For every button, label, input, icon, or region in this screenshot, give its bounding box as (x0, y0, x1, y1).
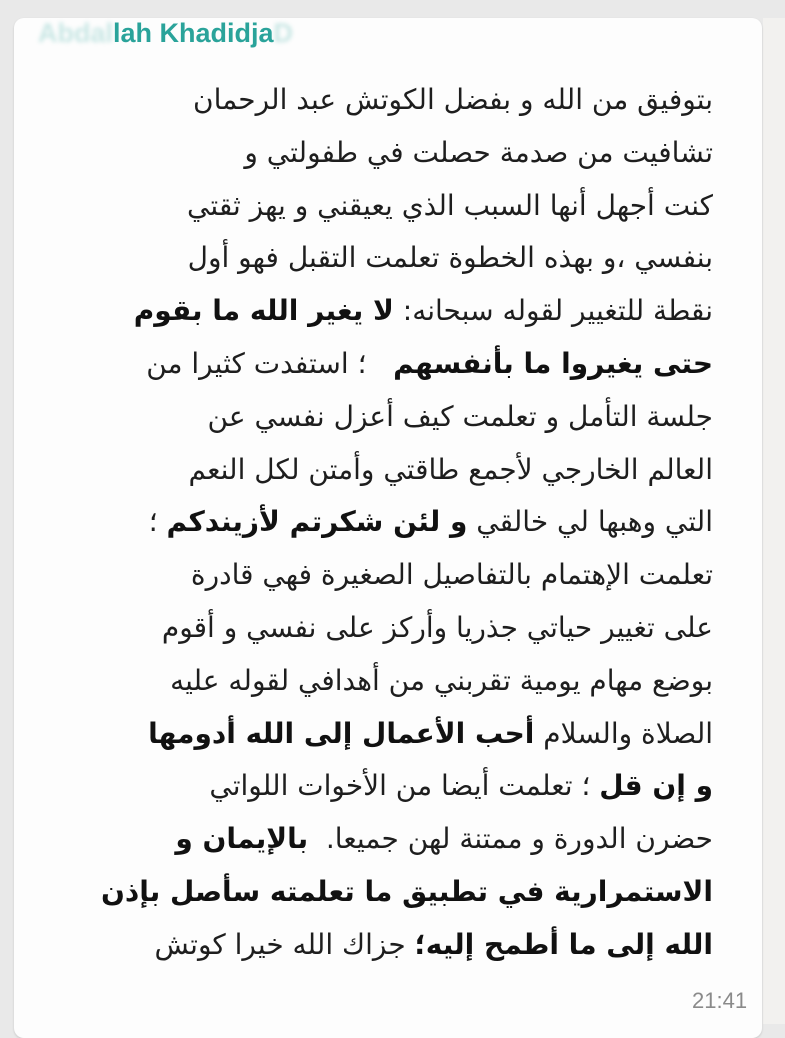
message-line (13, 127, 713, 180)
message-text-segment: حضرن الدورة و ممتنة لهن جميعا. (308, 822, 713, 856)
message-text-segment: تعلمت الإهتمام بالتفاصيل الصغيرة فهي قادرة (190, 558, 713, 592)
message-text-segment: ؛ استفدت كثيرا من (146, 346, 394, 380)
message-text-segment: بوضع مهام يومية تقربني من أهدافي لقوله عليه (170, 663, 713, 697)
sender-name-blurred-gap: bdal (57, 18, 114, 48)
sender-name-blurred-prefix: A (38, 18, 58, 48)
sender-name-blurred-suffix: D (273, 18, 294, 48)
message-text-segment: بنفسي ،و بهذه الخطوة تعلمت التقبل فهو أول (187, 241, 713, 275)
message-line (13, 338, 713, 391)
message-line (13, 813, 713, 866)
message-line (13, 496, 713, 549)
message-line (13, 391, 713, 444)
message-line (13, 444, 713, 497)
message-text-segment: جزاك الله خيرا كوتش (154, 927, 415, 961)
message-line (13, 232, 713, 285)
bold-quote-text: حتى يغيروا ما بأنفسهم (393, 346, 713, 380)
message-line (13, 919, 713, 972)
message-line (13, 708, 713, 761)
bold-quote-text: و إن قل (599, 769, 713, 803)
message-line (13, 285, 713, 338)
sender-name[interactable] (38, 18, 293, 49)
message-line (13, 180, 713, 233)
bold-quote-text: و لئن شكرتم لأزيندكم (166, 505, 468, 539)
message-text-segment: على تغيير حياتي جذريا وأركز على نفسي و أقوم (161, 610, 713, 644)
message-text-segment: جلسة التأمل و تعلمت كيف أعزل نفسي عن (207, 399, 713, 433)
message-text (13, 74, 713, 972)
message-text-segment: ؛ تعلمت أيضا من الأخوات اللواتي (209, 769, 600, 803)
message-timestamp: 21:41 (692, 988, 748, 1013)
message-text-segment: نقطة للتغيير لقوله سبحانه: (393, 294, 713, 328)
message-text-segment: كنت أجهل أنها السبب الذي يعيقني و يهز ثقتي (187, 188, 713, 222)
message-text-segment: تشافيت من صدمة حصلت في طفولتي و (244, 135, 713, 169)
bold-quote-text: أحب الأعمال إلى الله أدومها (148, 716, 535, 750)
message-text-segment: العالم الخارجي لأجمع طاقتي وأمتن لكل النعم (188, 452, 713, 486)
sender-name-visible: lah Khadidja (113, 18, 274, 48)
bold-quote-text: لا يغير الله ما بقوم (133, 294, 394, 328)
message-line (13, 74, 713, 127)
message-text-segment: التي وهبها لي خالقي (467, 505, 713, 539)
bold-quote-text: بالإيمان و (175, 822, 309, 856)
message-text-segment: بتوفيق من الله و بفضل الكوتش عبد الرحمان (193, 83, 713, 116)
bold-quote-text: الاستمرارية في تطبيق ما تعلمته سأصل بإذن (100, 874, 713, 908)
bold-quote-text: الله إلى ما أطمح إليه؛ (414, 927, 713, 961)
message-text-segment: ؛ (148, 505, 167, 539)
message-line (13, 760, 713, 813)
message-line (13, 549, 713, 602)
message-line (13, 602, 713, 655)
screen-edge (763, 18, 785, 1024)
message-line (13, 655, 713, 708)
message-line (13, 866, 713, 919)
message-text-segment: الصلاة والسلام (534, 716, 713, 750)
